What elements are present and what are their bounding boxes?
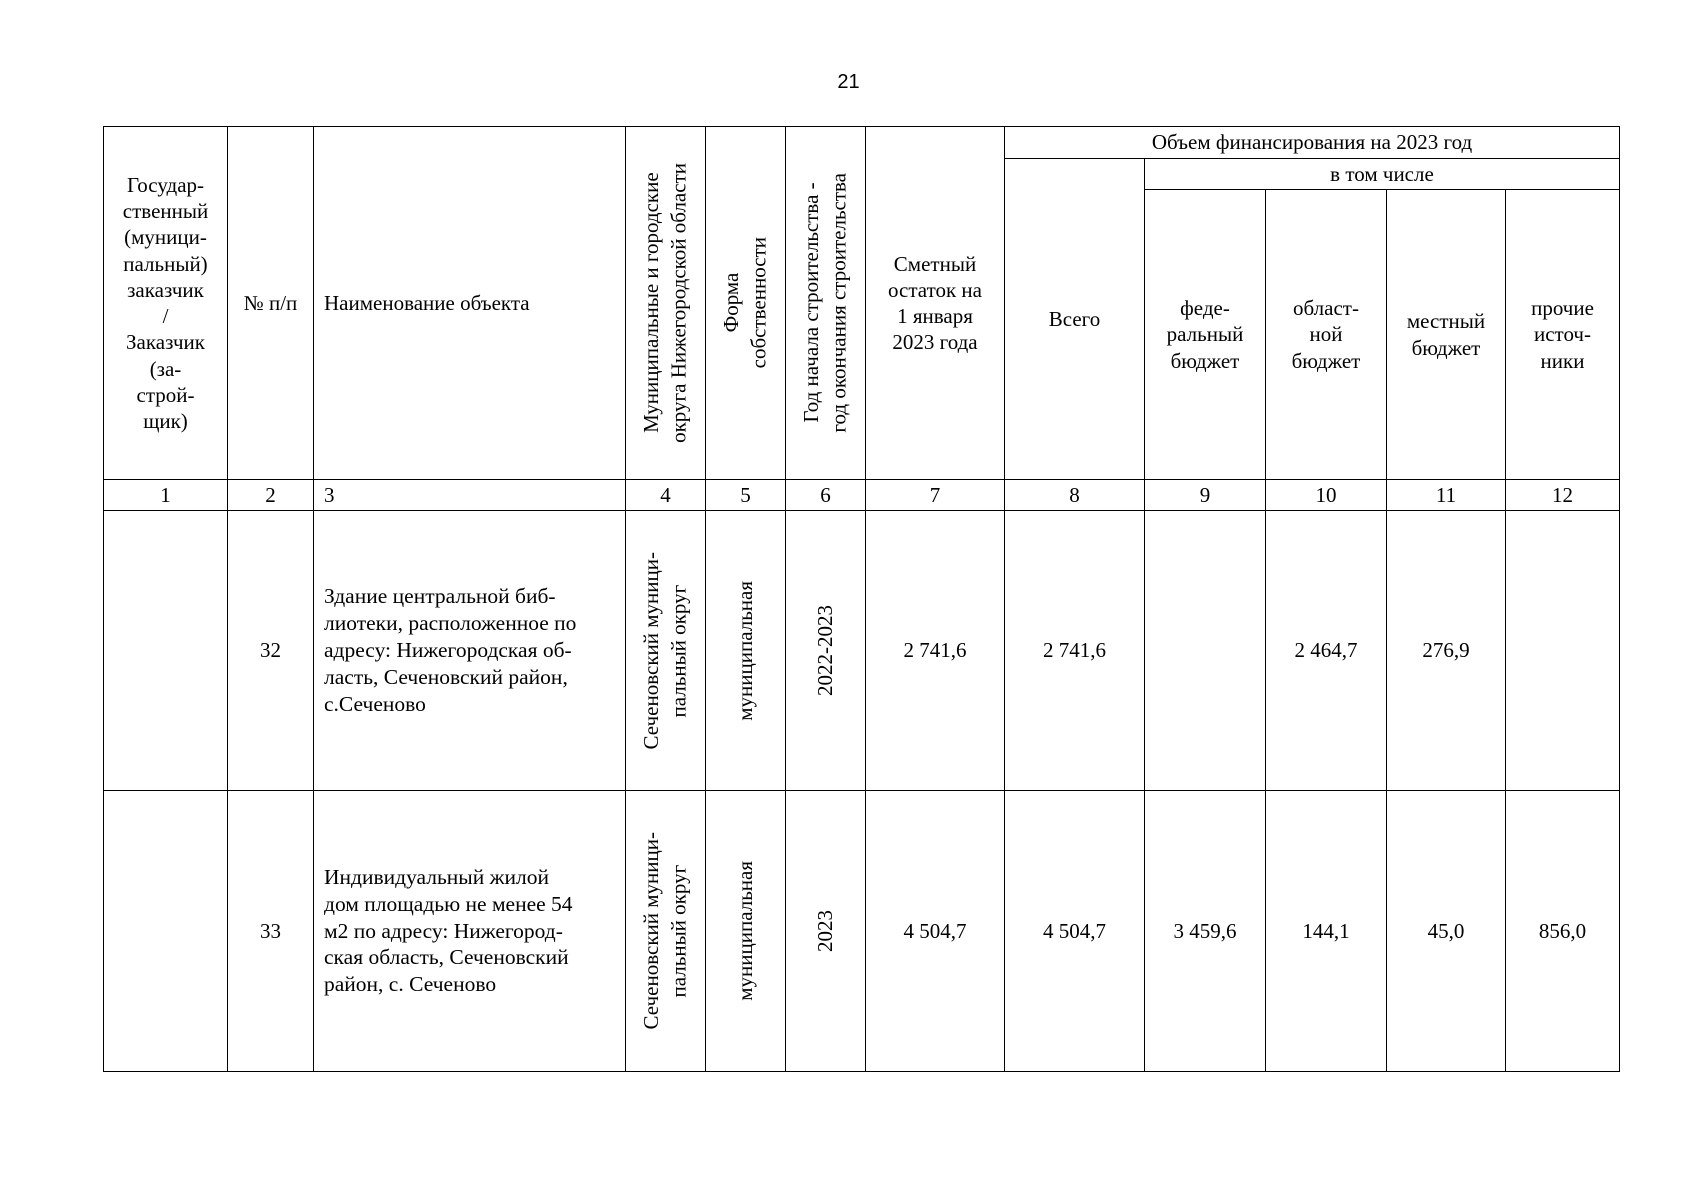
page-number: 21 (837, 71, 860, 93)
row-total: 4 504,7 (1005, 791, 1145, 1072)
header-object-name: Наименование объекта (314, 127, 626, 480)
col-num-10: 10 (1266, 480, 1387, 511)
header-other: прочие источ- ники (1506, 190, 1620, 480)
header-funding-title: Объем финансирования на 2023 год (1005, 127, 1620, 159)
row-municipality: Сеченовский муници- пальный округ (626, 511, 706, 791)
row-number: 33 (228, 791, 314, 1072)
header-federal: феде- ральный бюджет (1145, 190, 1266, 480)
header-estimate: Сметный остаток на 1 января 2023 года (866, 127, 1005, 480)
table-row (104, 511, 1620, 791)
row-other (1506, 511, 1620, 791)
header-regional: област- ной бюджет (1266, 190, 1387, 480)
header-ownership: Форма собственности (706, 127, 786, 480)
row-regional: 144,1 (1266, 791, 1387, 1072)
funding-table (103, 126, 1620, 1072)
row-federal (1145, 511, 1266, 791)
header-total: Всего (1005, 159, 1145, 480)
row-object-name: Здание центральной биб- лиотеки, расположенное по адресу: Нижегородская об- ласть, Сеченовский район, с.Сеченово (314, 511, 626, 791)
row-customer (104, 511, 228, 791)
row-local: 45,0 (1387, 791, 1506, 1072)
col-num-8: 8 (1005, 480, 1145, 511)
col-num-6: 6 (786, 480, 866, 511)
col-num-2: 2 (228, 480, 314, 511)
row-ownership: муниципальная (706, 511, 786, 791)
col-num-5: 5 (706, 480, 786, 511)
col-num-9: 9 (1145, 480, 1266, 511)
col-num-11: 11 (1387, 480, 1506, 511)
col-num-3: 3 (314, 480, 626, 511)
header-local: местный бюджет (1387, 190, 1506, 480)
row-other: 856,0 (1506, 791, 1620, 1072)
row-federal: 3 459,6 (1145, 791, 1266, 1072)
row-years: 2023 (786, 791, 866, 1072)
row-local: 276,9 (1387, 511, 1506, 791)
header-municipality: Муниципальные и городские округа Нижегородской области (626, 127, 706, 480)
row-estimate: 4 504,7 (866, 791, 1005, 1072)
header-customer: Государ- ственный (муници- пальный) заказчик / Заказчик (за- строй- щик) (104, 127, 228, 480)
header-including: в том числе (1145, 159, 1620, 190)
row-years: 2022-2023 (786, 511, 866, 791)
col-num-4: 4 (626, 480, 706, 511)
row-estimate: 2 741,6 (866, 511, 1005, 791)
col-num-12: 12 (1506, 480, 1620, 511)
row-total: 2 741,6 (1005, 511, 1145, 791)
header-number: № п/п (228, 127, 314, 480)
col-num-7: 7 (866, 480, 1005, 511)
row-ownership: муниципальная (706, 791, 786, 1072)
row-regional: 2 464,7 (1266, 511, 1387, 791)
row-municipality: Сеченовский муници- пальный округ (626, 791, 706, 1072)
column-numbers-row (104, 480, 1620, 511)
row-customer (104, 791, 228, 1072)
col-num-1: 1 (104, 480, 228, 511)
header-years: Год начала строительства - год окончания строительства (786, 127, 866, 480)
row-object-name: Индивидуальный жилой дом площадью не менее 54 м2 по адресу: Нижегород- ская область, Сеченовский район, с. Сеченово (314, 791, 626, 1072)
table-row (104, 791, 1620, 1072)
row-number: 32 (228, 511, 314, 791)
